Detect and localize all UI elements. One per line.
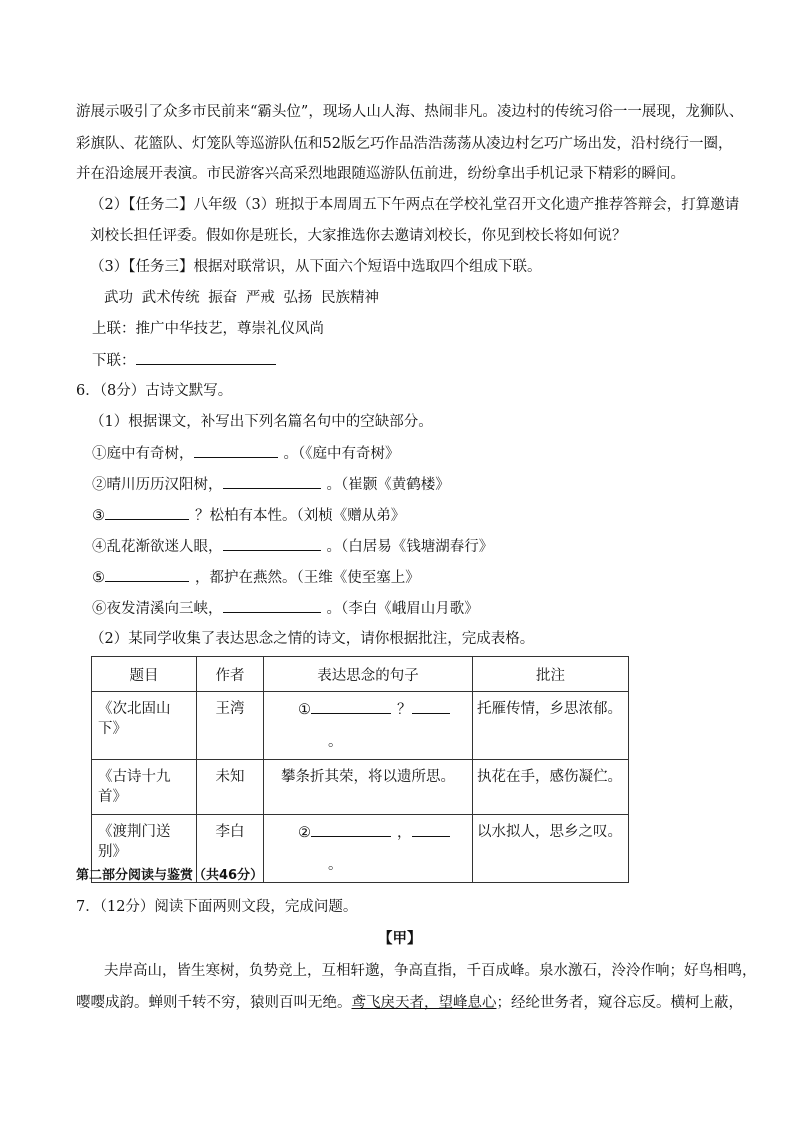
answer-blank-1[interactable] [194, 443, 278, 458]
table-blank-2b[interactable] [412, 822, 450, 837]
table-blank-1b[interactable] [412, 699, 450, 714]
answer-blank-6[interactable] [223, 598, 321, 613]
header-sentence: 表达思念的句子 [264, 657, 473, 692]
table-row [92, 760, 629, 815]
q6-title: 6．（8分）古诗文默写。 [76, 383, 233, 399]
q6-item-3: ③ ？松柏有本性。（刘桢《赠从弟》 [92, 505, 405, 526]
row-author: 李白 [215, 824, 245, 840]
task3-upper-couplet: 上联：推广中华技艺，尊崇礼仪风尚 [92, 321, 324, 337]
intro-line-1: 游展示吸引了众多市民前来“霸头位”，现场人山人海、热闹非凡。凌边村的传统习俗一一展现，龙狮队、 [76, 104, 744, 120]
q6-item-1: ①庭中有奇树， 。（《庭中有奇树》 [92, 443, 400, 464]
q6-sub1: （1）根据课文，补写出下列名篇名句中的空缺部分。 [90, 414, 433, 430]
row-note: 托雁传情，乡思浓郁。 [477, 701, 622, 717]
table-row: 《渡荆门送别》 李白 ② ， 。 以水拟人，思乡之叹。 [92, 815, 629, 883]
q6-item-5: ⑤ ，都护在燕然。（王维《使至塞上》 [92, 567, 420, 588]
passage-line-1: 夫岸高山，皆生寒树，负势竞上，互相轩邈，争高直指，千百成峰。泉水激石，泠泠作响；好鸟相鸣， [104, 963, 757, 979]
task3-instruction: （3）【任务三】根据对联常识，从下面六个短语中选取四个组成下联。 [90, 259, 542, 275]
task2-line-2: 刘校长担任评委。假如你是班长，大家推选你去邀请刘校长，你见到校长将如何说？ [90, 228, 627, 244]
answer-blank-4[interactable] [223, 536, 321, 551]
row-note: 以水拟人，思乡之叹。 [477, 824, 622, 840]
q6-item-4: ④乱花渐欲迷人眼， 。（白居易《钱塘湖春行》 [92, 536, 493, 557]
q6-item-2: ②晴川历历汉阳树， 。（崔颢《黄鹤楼》 [92, 474, 450, 495]
header-title: 题目 [92, 657, 197, 692]
row-title: 《渡荆门送别》 [98, 824, 171, 860]
answer-blank-2[interactable] [223, 474, 321, 489]
lower-couplet-blank[interactable] [136, 350, 276, 365]
q7-title: 7．（12分）阅读下面两则文段，完成问题。 [76, 899, 358, 915]
answer-blank-3[interactable] [105, 505, 189, 520]
answer-blank-5[interactable] [105, 567, 189, 582]
intro-line-2: 彩旗队、花篮队、灯笼队等巡游队伍和52版乞巧作品浩浩荡荡从凌边村乞巧广场出发，沿村绕行一圈， [76, 136, 733, 152]
row-sentence: 攀条折其荣，将以遗所思。 [281, 769, 455, 785]
task3-phrases: 武功 武术传统 振奋 严戒 弘扬 民族精神 [104, 290, 380, 306]
row-title: 《古诗十九首》 [98, 769, 171, 805]
header-note: 批注 [473, 657, 629, 692]
row-author: 未知 [215, 769, 245, 785]
task2-line-1: （2）【任务二】八年级（3）班拟于本周周五下午两点在学校礼堂召开文化遗产推荐答辩会，打算邀请 [90, 197, 740, 213]
row-author: 王湾 [215, 701, 245, 717]
poems-table [91, 656, 629, 883]
passage-line-2: 嘤嘤成韵。蝉则千转不穷，猿则百叫无绝。鸢飞戾天者，望峰息心；经纶世务者，窥谷忘反。横柯上蔽， [76, 995, 743, 1011]
table-row: 《次北固山下》 王湾 ① ？ 。 托雁传情，乡思浓郁。 [92, 692, 629, 760]
header-author: 作者 [197, 657, 264, 692]
q6-sub2: （2）某同学收集了表达思念之情的诗文，请你根据批注，完成表格。 [90, 631, 535, 647]
part2-heading: 第二部分阅读与鉴赏（共46分） [76, 868, 264, 883]
table-blank-1a[interactable] [311, 699, 391, 714]
row-note: 执花在手，感伤凝伫。 [477, 769, 622, 785]
table-blank-2a[interactable] [311, 822, 391, 837]
row-title: 《次北固山下》 [98, 701, 171, 737]
task3-lower-label: 下联： [92, 353, 136, 369]
underlined-sentence: 鸢飞戾天者，望峰息心 [351, 995, 497, 1011]
section-label-jia: 【甲】 [378, 930, 422, 947]
task3-lower-couplet [92, 350, 276, 371]
table-header-row [92, 657, 629, 692]
q6-item-6: ⑥夜发清溪向三峡， 。（李白《峨眉山月歌》 [92, 598, 479, 619]
intro-line-3: 并在沿途展开表演。市民游客兴高采烈地跟随巡游队伍前进，纷纷拿出手机记录下精彩的瞬间。 [76, 166, 685, 182]
